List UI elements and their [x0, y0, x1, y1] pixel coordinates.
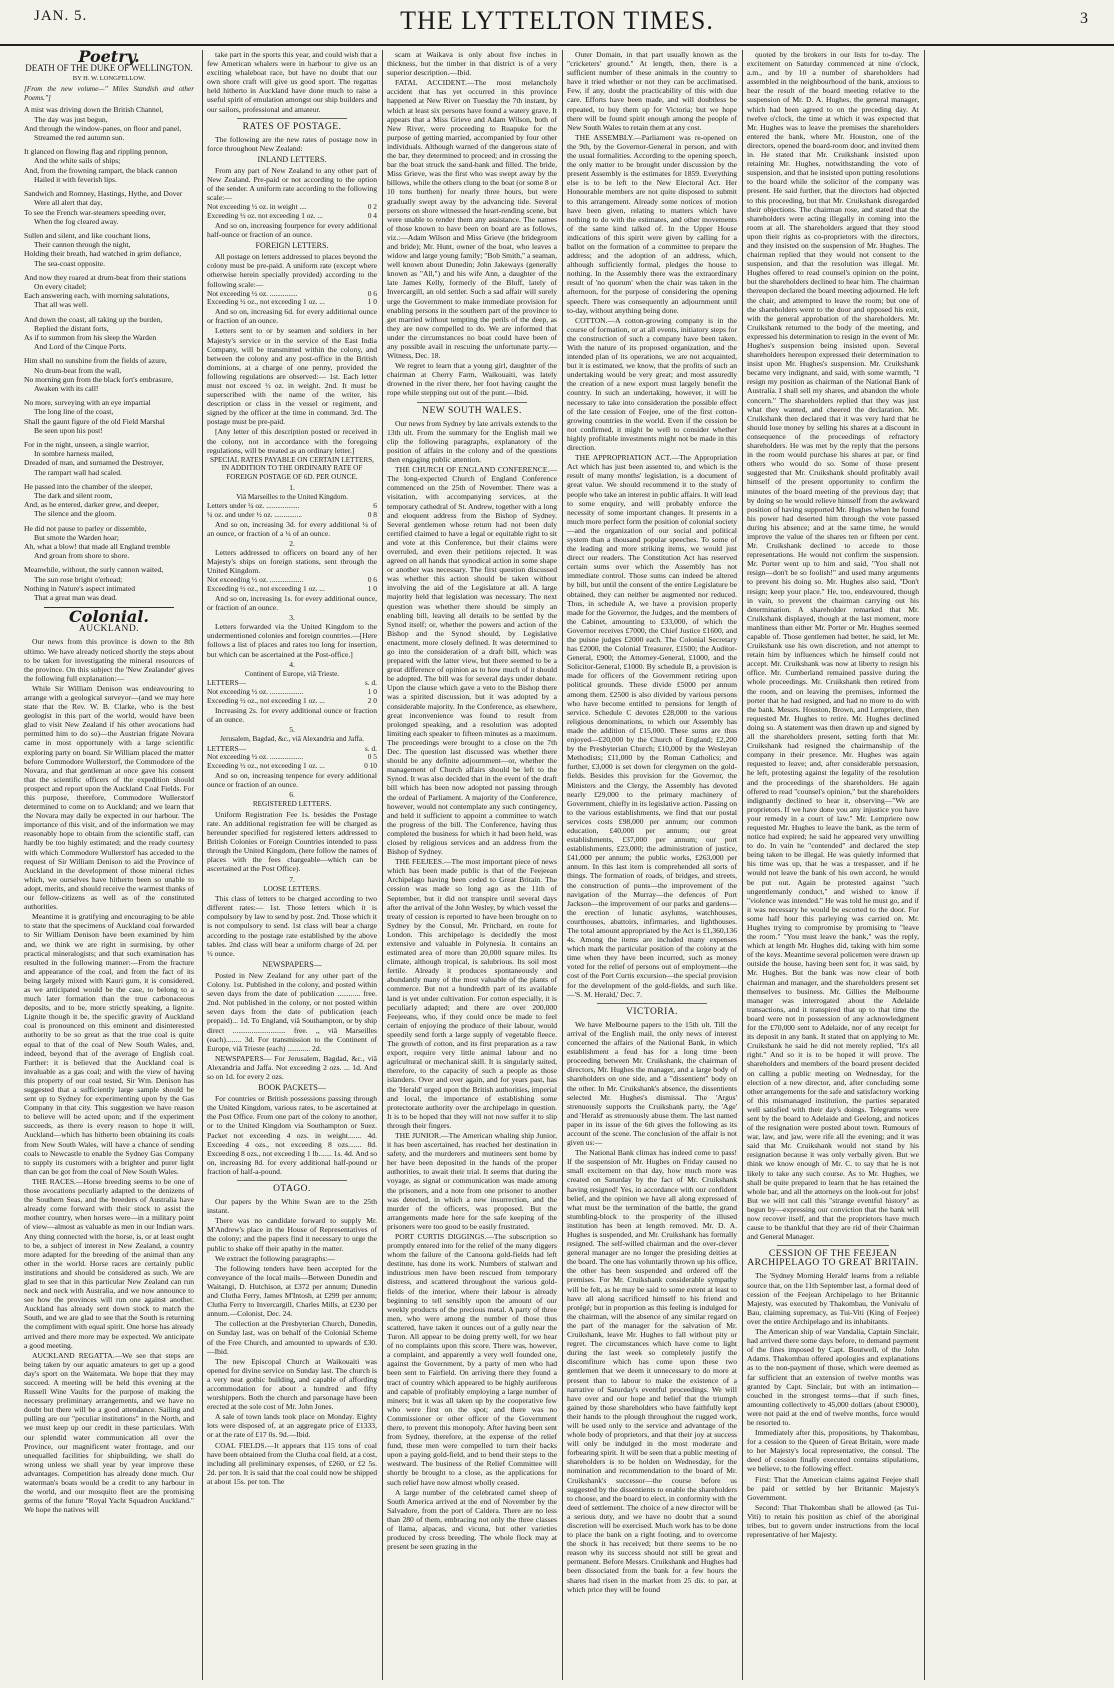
divider — [237, 1180, 347, 1181]
rate-label: LETTERS— — [207, 678, 247, 688]
poem-line: In sombre harness mailed, — [34, 449, 114, 459]
divider — [777, 1245, 889, 1246]
article-paragraph: First: That the American claims against Feejee shall be paid or settled by her Britannic Majesty's Government. — [747, 1474, 919, 1502]
rate-value: 1 0 — [367, 297, 377, 307]
poem-line: Sandwich and Romney, Hastings, Hythe, and Dover — [24, 189, 183, 199]
article-paragraph: There was no candidate forward to supply Mr. M'Andrew's place in the House of Representatives of the colony; and the papers find it necessary to urge the public to shake off their apathy in the matter. — [207, 1216, 377, 1253]
divider — [237, 118, 347, 119]
marseilles-rates — [207, 502, 377, 520]
marseilles-heading: Viâ Marseilles to the United Kingdom. — [236, 492, 348, 501]
article-paragraph: Second: That Thakombau shall be allowed (as Tui-Viti) to retain his position as chief of the aboriginal tribes, but to govern under instructions from the local representative of her Majesty. — [747, 1502, 919, 1540]
article-paragraph: While Sir William Denison was endeavouring to arrange with a geological surveyor—(and we may here state that the Rev. W. B. Clarke, who is the best geologist in this part of the world, would have been glad to visit New Zealand if his other avocations had permitted him to do so)—the Austrian frigate Novara came in most opportunely with a large scientific exploring party on board. Sir William placed the matter before Commodore Wullerstorf, the Commodore of the Novara, and that gentleman at once gave his consent that the scientific officers of the expedition should prospect and report upon the Auckland Coal Fields. For this purpose, therefore, Commodore Wullerstorf determined to come on to Auckland; and we learn that the Novara may daily be expected in our harbour. The importance of this visit, and of the information we may reasonably hope to obtain from the scientific staff, can hardly be too highly estimated; and the ready courtesy with which Commodore Wullerstorf has acceded to the request of Sir William Denison to aid the Province of Auckland in the development of those mineral riches which, we ourselves have hitherto been so unable to adopt, merits, and should receive the warmest thanks of our fellow-citizens as well as of the constituted authorities. — [24, 683, 194, 912]
book-packets-heading: BOOK PACKETS— — [258, 1083, 326, 1093]
article-paragraph: A sale of town lands took place on Monday. Eighty lots were disposed of, at an aggregate price of £1333, or at the rate of £17 0s. 9d.—Ibid. — [207, 1412, 377, 1440]
poem-line: He passed into the chamber of the sleeper, — [24, 481, 153, 491]
trieste-heading: Continent of Europe, viâ Trieste. — [244, 669, 340, 678]
rate-value: 0 8 — [367, 510, 377, 520]
article-paragraph: Our news from this province is down to the 8th ultimo. We have already noticed shortly the steps about to be taken for investigating the mineral resources of the province. On this subject the 'New Zealander' gives the following full explanation:— — [24, 637, 194, 683]
poem-line: Were all alert that day, — [34, 198, 103, 208]
article-paragraph: take part in the sports this year, and could wish that a few American whalers were in harbour to give us an exciting whaleboat race, but have no doubt that our own shore craft will give us good sport. The regattas held hitherto in Auckland have done much to raise a useful spirit of emulation amongst our ship builders and our sailors, professional and amateur. — [207, 50, 377, 114]
poem-stanza — [24, 524, 194, 561]
victoria-article — [567, 1020, 737, 1594]
poem-line: The day was just begun, — [34, 114, 108, 124]
article-paragraph: Outer Domain, in that part usually known as the "cricketers' ground." At length, then, there is a sufficient number of these animals in the country to have it tried whether or not they can be acclimatised. Few, if any, doubt the practicability of this with due care. Efforts have been made, and will doubtless be repeated, to buy them up for Victoria; but we hope there will be found spirit enough among the people of New South Wales to retain them at any cost. — [567, 50, 737, 132]
poem-line: And, from the frowning rampart, the black cannon — [24, 165, 178, 175]
poem-line: He did not pause to parley or dissemble, — [24, 523, 147, 533]
article-paragraph: PORT CURTIS DIGGINGS.—The subscription so promptly entered into for the relief of the many diggers whom the failure of the Canoona gold-fields had left destitute, has done its work. Numbers of stalwart and industrious men have been rescued from temporary distress, and scattered throughout the various gold-fields of the interior, where their labour is already beginning to tell sensibly upon the amount of our weekly products of the precious metal. A party of three men, who were among the number of those thus scattered, have taken it ounces out of a gully near the Turon. All appear to be doing pretty well, for we hear of no complaints upon this score. There was, however, a complaint, and apparently a very well founded one, against the Government, by a party of men who had been sent to Fairfield. On arriving there they found a tract of country which appeared to be highly auriferous and capable of profitably employing a large number of miners; but it was all taken up by the cooperative few who were first on the spot; and there was no Commissioner or other officer of the Government there, to prevent this monopoly. After having been sent from Sydney, therefore, at the expense of the relief fund, these men were compelled to turn their backs upon a paying gold-field, and to bend their steps to the westward. The business of the Relief Committee will shortly be brought to a close, as the applications for such relief have now almost wholly ceased. — [387, 1232, 557, 1487]
poem-stanza — [24, 565, 194, 602]
column-3 — [382, 50, 561, 1680]
column-1 — [24, 50, 198, 1680]
foreign-letters-heading: FOREIGN LETTERS. — [255, 241, 329, 251]
poem-line: Shall the gaunt figure of the old Field Marshal — [24, 416, 165, 426]
inland-rates-table — [207, 203, 377, 221]
rate-label: Not exceeding ½ oz. .................. — [207, 752, 304, 762]
otago-continued — [387, 50, 557, 398]
column-2 — [202, 50, 381, 1680]
poem-line: Ah, what a blow! that made all England tremble — [24, 542, 171, 551]
rate-number-7: 7. — [289, 874, 295, 884]
registered-heading: REGISTERED LETTERS. — [252, 800, 332, 809]
poem-stanza — [24, 315, 194, 352]
rate-label: Exceeding ½ oz., not exceeding 1 oz. ... — [207, 761, 325, 771]
rate-label: Exceeding ½ oz., not exceeding 1 oz. ... — [207, 695, 325, 705]
column-4 — [562, 50, 741, 1680]
article-paragraph: We have Melbourne papers to the 15th ult. Till the arrival of the English mail, the only news of interest concerned the affairs of the National Bank, in which establishment a feud has for a long time been proceeding between Mr. Cruikshank, the chairman of directors, Mr. Hughes the manager, and a large body of shareholders on one side, and a "dissentient" body on the other. In Mr. Cruikshank's absence, the dissentients selected Mr. Hughes's dismissal. The 'Argus' strenuously supports the Cruikshank party, the 'Age' and 'Herald' as strenuously abuse them. The last named paper in its issue of the 6th gives the following as its account of the scene. The conclusion of the affair is not given us:— — [567, 1019, 737, 1148]
rate-number-5: 5. — [289, 724, 295, 734]
officers-rates — [207, 576, 377, 594]
poem-line: But smote the Warden hoar; — [34, 532, 119, 542]
book-packets-text: For countries or British possessions passing through the United Kingdom, various rates, to be ascertained at the Post Office. From one part of the colony to another, or to the United Kingdom via Southampton or Suez. Packet not exceeding 4 ozs. in weight....... 4d. Exceeding 4 ozs., not exceeding 8 ozs....... 8d. Exceeding 8 ozs., not exceeding 1 lb....... 1s. 4d. And so on, increasing 8d. for every additional half-pound or fraction of half-a-pound. — [207, 1094, 377, 1176]
rate-value: 0 10 — [364, 761, 377, 771]
poem-body — [24, 105, 194, 602]
rate-label: ¼ oz. and under ½ oz. ............... — [207, 510, 303, 520]
rate-number-3: 3. — [289, 613, 295, 623]
poem-byline: BY H. W. LONGFELLOW. — [72, 75, 146, 83]
rate-label: Letters under ¼ oz. .................. — [207, 501, 300, 511]
poem-line: The silence and the gloom. — [34, 509, 117, 519]
special-rates-heading: SPECIAL RATES PAYABLE ON CERTAIN LETTERS, IN ADDITION TO THE ORDINARY RATE OF FOREIGN POSTAGE OF 6D. PER OUNCE. — [210, 455, 374, 481]
trieste-after: Increasing 2s. for every additional ounce or fraction of an ounce. — [207, 705, 377, 724]
rate-value: 1 0 — [367, 584, 377, 594]
rate-number-6: 6. — [289, 790, 295, 800]
poem-line: A mist was driving down the British Channel, — [24, 105, 164, 115]
newspapers-text: Posted in New Zealand for any other part of the Colony. 1st. Published in the colony, and posted within seven days from the date of publication ............ free. 2nd. Not published in the colony, or not posted within seven days from the date of publication (each prepaid)... 1d. To England, viâ Southampton, or by ship direct ............................ free. ,, viâ Marseilles (each)........ 3d. For transmission to the Continent of Europe, viâ Trieste (each) ............ 2d. — [207, 970, 377, 1053]
rate-label: Exceeding ½ oz., not exceeding 1 oz. ... — [207, 297, 325, 307]
article-paragraph: Immediately after this, propositions, by Thakombau, for a cession to the Queen of Great Britain, were made to her Majesty's local representative, the consul. The deed of cession finally executed contains stipulations, we believe, to the following effect. — [747, 1428, 919, 1474]
poem-line: Meanwhile, without, the surly cannon waited, — [24, 565, 164, 575]
poem-line: The rampart wall had scaled. — [34, 467, 122, 477]
article-paragraph: THE FEEJEES.—The most important piece of news which has been made public is that of the Feejeean Archipelago having been ceded to Great Britain. The cession was made so long ago as the 11th of September, but it did not transpire until several days after the arrival of the John Wesley, by which vessel the treaty of cession is reported to have been brought on to Sydney by the Consul, Mr. Pritchard, en route for London. This archipelago is decidedly the most extensive and valuable in Polynesia. It contains an estimated area of more than 20,000 square miles. Its climate, although tropical, is salubrious. Its soil most fertile. Already it produces spontaneously and abundantly many of the most valuable of the plants of commerce. But not a hundredth part of its available land is yet under cultivation. For cotton especially, it is peculiarly adapted; and there are over 200,000 Feejeeans, who, if they could once be made to feel certain of enjoying the produce of their labour, would speedily send forth a large supply of vegetable fleece. The growth of cotton, and its first preparation as a raw export, require very little animal labour and no agricultural or mechanical skill. It is singularly suited, therefore, to the capacity of such a people as those islanders. Over and over again, and for years past, has the 'Herald' urged upon the British authorities, imperial and local, the importance of establishing some protectorate authority over the archipelago in question. It is to be hoped that they will not now suffer it to slip through their fingers. — [387, 857, 557, 1130]
column-5 — [742, 50, 923, 1680]
rate-number-2: 2. — [289, 539, 295, 548]
jerusalem-rates — [207, 745, 377, 771]
poem-stanza — [24, 147, 194, 184]
poem-line: And now they roared at drum-beat from their stations — [24, 272, 187, 282]
rate-label: LETTERS— — [207, 743, 247, 753]
rate-row — [207, 585, 377, 594]
victoria-continued — [747, 50, 919, 1241]
loose-letters-heading: LOOSE LETTERS. — [263, 884, 321, 893]
poem-line: And groan from shore to shore. — [34, 551, 130, 561]
jerusalem-after: And so on, increasing tenpence for every additional ounce or fraction of an ounce. — [207, 770, 377, 790]
divider — [597, 1003, 707, 1004]
poem-stanza — [24, 189, 194, 226]
article-paragraph: THE CHURCH OF ENGLAND CONFERENCE.—The long-expected Church of England Conference commenced on the 25th of November. There was a visitation, with accompanying services, at the temporary cathedral of St. Andrew, together with a long and eloquent address from the Bishop of Sydney. Several gentlemen whose return had not been duly certified claimed to have a legal or equitable right to sit and vote at this Conference, but their claims were overruled, and even their petitions rejected. It was agreed on all hands that synodical action in some shape or another was necessary. The first question discussed was whether this action should be taken without involving the aid of the Legislature at all. A large majority held that legislation was necessary. The next question was whether there should be simply an enabling bill, leaving all details to be settled by the Synod itself; or, whether the powers and action of the Bishop and the Synod should, by Legislative enactment, more closely defined. It was determined to go into the consideration of a draft bill, which was prepared with the latter view, but there seemed to be a great difference of opinion as to how much of it should be adopted. The bill was for several days under debate. Upon the clause which gave a veto to the Bishop there was a spirited discussion, but it was adopted by a considerable majority. In the Conference, as elsewhere, great inconvenience was found to result from prolonged speaking, and a resolution was adopted limiting each speaker to fifteen minutes as a maximum. The proceedings were brought to a close on the 7th Dec. The question last discussed was whether there should be any definite adjournment—or, whether the management of Church affairs should be left to the Synod. It was also decided that in the event of the draft bill which has been now adopted not passing through the ordeal of Parliament. A majority of the Conference, however, would not contemplate any such contingency, and held it sufficient to appoint a committee to watch the progress of the bill. The Conference, having thus completed the business for which it had been held, was closed by religious services and an address from the Bishop of Sydney. — [387, 465, 557, 857]
inland-letters-heading: INLAND LETTERS. — [257, 154, 327, 164]
rate-value: 6 — [373, 501, 377, 511]
poem-line: And Lord of the Cinque Ports. — [34, 342, 127, 352]
article-paragraph: The collection at the Presbyterian Church, Dunedin, on Sunday last, was on behalf of the Colonial Scheme of the Free Church, and amounted to upwards of £30.—Ibid. — [207, 1319, 377, 1356]
poem-line: Their cannon through the night, — [34, 240, 131, 250]
auckland-heading: AUCKLAND. — [78, 624, 140, 635]
newspapers-after: NEWSPAPERS— For Jerusalem, Bagdad, &c., viâ Alexandria and Jaffa. Not exceeding 2 ozs. ... 1d. And so on 1d. for every 2 ozs. — [207, 1053, 377, 1081]
article-paragraph: THE APPROPRIATION ACT.—The Appropriation Act which has just been assented to, and which is the result of many months' legislation, is a document of great value. We should recommend it to the study of people who take an interest in public affairs. It will lead to some enquiry, and will probably enforce the necessity of some important changes. It presents in a much more perfect form the position of colonial society—and the organization of our social and political system than a thousand popular speeches. To some of the leading and more striking items, we would just direct our readers. The Constitution Act has reserved certain sums over which the Assembly has not immediate control. Those sums can indeed be altered by bill, but until the consent of the entire Legislature be obtained, they can neither be augmented nor reduced. Thus, in schedule A, we have a provision properly made for the Governor, the Judges, and the members of the Cabinet, amounting to £33,000, of which the Governor receives £7000, the Chief Justice £1600, and the puisne judges £2000 each. The Colonial Secretary has £2000, the Colonial Treasurer, £1500; the Auditor-General, £900; the Attorney-General, £1000, and the Solicitor-General, £1000. By schedule B, a provision is made for officers of the Government retiring upon political grounds. These divide £5000 per annum among them. £2500 is also divided by various persons who have become entitled to pensions for length of service. Schedule C devotes £28,000 to the various religious denominations, to which our Assembly has made the addition of £15,000. These sums are thus enjoyed—£20,000 by the Church of England; £2,200 by the Presbyterian Church; £10,000 by the Wesleyan Methodists; £11,000 by the Roman Catholics; and further, £3,000 is set down for clergymen on the gold-fields. Besides this provision for the Governor, the Ministers and the Clergy, the Assembly has devoted nearly £29,000 to the primary machinery of Government, chiefly in its legislative action. Passing on to the various establishments, we find that our postal services costs £98,000 per annum; our common education, £40,000 per annum; our great establishments, £37,000 per annum; our port establishments, £23,000; the administration of justice, £41,000 per annum; the public works, £263,000 per annum. In this last item is comprehended all sorts of things. The formation of roads, of bridges, and streets, the construction of punts—the improvement of the navigation of the Murray—the defences of Port Jackson—the improvement of our parks and gardens—the erection of lunatic asylums, watchhouses, courthouses, abattoirs, infirmaries, and lighthouses. The total amount appropriated by the Act is £1,360,136 4s. Among the items are included many expenses which mark the particular position of the colony at the time when they have been incurred, such as money voted for the relief of persons out of employment—the cost of the Port Curtis excursion—the special provision for the development of the gold-fields, and such like.—'S. M. Herald,' Dec. 7. — [567, 453, 737, 999]
article-paragraph: The following tenders have been accepted for the conveyance of the local mails—Between Dunedin and Waitangi, D. Hutchison, at £372 per annum; Dunedin and Clutha Ferry, James M'Intosh, at £299 per annum; Clutha Ferry to Invercargill, Charles Mills, at £230 per annum.—Colonist, Dec. 24. — [207, 1263, 377, 1319]
regatta-continued — [207, 50, 377, 114]
rate-label: Not exceeding ½ oz. .................. — [207, 575, 304, 585]
article-paragraph: The new Episcopal Church at Waikouaiti was opened for divine service on Sunday last. The church is a very neat gothic building, and capable of affording accommodation for about a hundred and fifty worshippers. Both the church and parsonage have been erected at the sole cost of Mr. John Jones. — [207, 1356, 377, 1412]
poem-line: That all was well. — [34, 300, 88, 310]
poem-stanza — [24, 273, 194, 310]
article-paragraph: THE RACES.—Horse breeding seems to be one of those avocations peculiarly adapted to the denizens of the Southern Seas, and the breeders of Australia have already come forward with their stock to assist the mother country, when horses were—in a military point of view—almost as valuable as men in our Indian wars. Any thing connected with the horse, is, or at least ought to be, a subject of interest in New Zealand, a country more adapted for the breeding of the animal than any other in the world. Horse races are certainly public institutions and should be considered as such. We are glad to see that in this particular New Zealand can run neck and neck with Australia, and we now announce to see how the provinces will run one against another. Auckland has already sent down stock to match the South, and we are glad to see that the South is returning the compliment with equal spirit. One horse has already arrived and there more may be expected. We anticipate a good meeting. — [24, 1176, 194, 1350]
rate-row — [207, 212, 377, 221]
article-paragraph: The American ship of war Vandalia, Captain Sinclair, had arrived there some days before, to demand payment of the fines imposed by Capt. Boutwell, of the John Adams. Thakombau offered apologies and explanations as to the non-payment of those, which were deemed as far sufficient that an extension of twelve months was granted by Capt. Sinclair, but with an intimation—couched in the strongest terms—that if such fines, amounting collectively to 45,000 dollars (about £9000), were not paid at the end of twelve months, force would be resorted to. — [747, 1327, 919, 1427]
rate-number-1: 1. — [289, 482, 295, 492]
column-6 — [924, 50, 1097, 1680]
article-paragraph: FATAL ACCIDENT.—The most melancholy accident that has yet occurred in this province happened at New River on Tuesday the 7th instant, by which at least six persons have found a watery grave. It appears that a Miss Grieve and Adam Wilson, both of New River, were proceeding to Ruapuke for the purpose of getting married, accompanied by four other individuals. Although warned of the dangerous state of the bar, they determined to proceed; and in crossing the bar the boat struck the sand-bank and filled. The bride, Miss Grieve, was the first who was swept away by the billows, while the others clung to the boat (or some 8 or 10 tons burthen) for nearly three hours, but were gradually swept away by the advancing tide. Several persons on shore witnessed the heart-rending scene, but were unable to render them any assistance. The names of those known to have been on board are as follows, viz.:—Adam Wilson and Miss Grieve (the bridegroom and bride); Mr. Hunt, owner of the boat, who leaves a widow and large young family; "Bob Smith," a seaman, well known about Dunedin; John Jakeways (generally known as "All,") and his wife Ann, a daughter of the late James Kelly, formerly of the Bluff, lately of Invercargill, an old settler. Such a sad affair will surely urge the Government to make immediate provision for enabling persons in the southern part of the province to get married without tempting the perils of the deep, as they are now compelled to do. We are informed that under the circumstances no boat could have been of any possible avail in rescuing the unfortunate party.—Witness, Dec. 18. — [387, 78, 557, 361]
postage-heading: RATES OF POSTAGE. — [242, 121, 342, 132]
rate-label: Not exceeding ½ oz. .................. — [207, 687, 304, 697]
poem-line: That a great man was dead. — [34, 593, 118, 603]
poem-line: Each answering each, with morning salutations, — [24, 291, 170, 301]
poem-line: The long line of the coast, — [34, 407, 114, 417]
rate-value: 2 0 — [367, 695, 377, 705]
otago-heading: OTAGO. — [273, 1184, 311, 1194]
colonial-section-title: Colonial. — [69, 607, 149, 627]
poem-line: Holding their breath, had watched in grim defiance, — [24, 249, 182, 259]
poem-line: And the white sails of ships; — [34, 156, 121, 166]
nsw-article — [387, 419, 557, 1552]
poem-line: No drum-beat from the wall, — [34, 365, 122, 375]
article-paragraph: Our papers by the White Swan are to the 25th instant. — [207, 1197, 377, 1216]
article-paragraph: The 'Sydney Morning Herald' learns from a reliable source that, on the 11th September last, a formal deed of cession of the Feejean Archipelago to her Britannic Majesty, was executed by Thakombau, the Vunivalu of Bau, claiming supremacy, as Tui-Viti (King of Feejee) over the entire Archipelago and its inhabitants. — [747, 1271, 919, 1326]
poem-line: And, as he entered, darker grew, and deeper, — [24, 500, 159, 510]
poem-line: For in the night, unseen, a single warrior, — [24, 439, 149, 449]
newspaper-title: THE LYTTELTON TIMES. — [400, 6, 714, 35]
loose-letters-text: This class of letters to be charged according to two different rates:— 1st. Those letters which it is compulsory by law to send by post. 2nd. Those which it is not compulsory to send. 1st class will bear a charge according to the postage rate established by the above tables. 2nd class will bear a uniform charge of 2d. per ½ ounce. — [207, 894, 377, 958]
poem-line: Him shall no sunshine from the fields of azure, — [24, 356, 167, 366]
rate-row — [207, 697, 377, 706]
rate-row — [207, 511, 377, 520]
article-paragraph: THE JUNIOR.—The American whaling ship Junior, it has been ascertained, has reached her destination in safety, and the murderers and mutineers sent home by her have been deposited in the hands of the proper authorities, to await their trial. It seems that during the voyage, as signal or communication was made among the prisoners, and a note from one prisoner to another was detected, in which a new insurrection, and the murder of the officers, was proposed. But the arrangements made here for the safe keeping of the prisoners were too good to be easily frustrated. — [387, 1130, 557, 1231]
poem-line: Streamed the red autumn sun. — [34, 133, 125, 143]
rate-label: Exceeding ½ oz. not exceeding 1 oz. ... — [207, 211, 323, 221]
poem-line: When the fog cleared away. — [34, 216, 119, 226]
poem-line: And down the coast, all taking up the burden, — [24, 314, 163, 324]
article-paragraph: We regret to learn that a young girl, daughter of the chairman at Cherry Farm, Waikouaiti, was lately drowned in the river there, her foot having caught the rope while stepping out out of the punt.—Ibid. — [387, 361, 557, 398]
inland-letters-text: From any part of New Zealand to any other part of New Zealand. Pre-paid or not according to the option of the sender. A uniform rate according to the following scale:— — [207, 166, 377, 203]
poem-line: It glanced on flowing flag and rippling pennon, — [24, 147, 168, 157]
fiji-article — [747, 1271, 919, 1539]
poem-line: The sea-coast opposite. — [34, 258, 106, 268]
rate-label: Not exceeding ½ oz. in weight .... — [207, 202, 307, 212]
poem-stanza — [24, 356, 194, 393]
marseilles-after: And so on, increasing 3d. for every additional ¼ of an ounce, or fraction of a ¼ of an ounce. — [207, 519, 377, 538]
poem-line: On every citadel; — [34, 281, 87, 291]
columns — [24, 50, 1096, 1682]
divider — [417, 402, 527, 403]
poem-line: Awaken with its call! — [34, 383, 99, 393]
newspapers-heading: NEWSPAPERS— — [262, 959, 322, 969]
poem-line: Hailed it with feverish lips. — [34, 174, 117, 184]
rate-value: 0 4 — [367, 211, 377, 221]
registered-text: Uniform Registration Fee 1s. besides the Postage rate. An additional registration fee will be charged as hereunder specified for registered letters addressed to British Colonies or Foreign Countries intended to pass through the United Kingdom, (here follow the names of places with the fees chargeable—which can be ascertained at the Post Office). — [207, 809, 377, 874]
poem-stanza — [24, 482, 194, 519]
rate-value: 1 0 — [367, 687, 377, 697]
article-paragraph: The National Bank climax has indeed come to pass! If the suspension of Mr. Hughes on Friday caused no small excitement on that day, how much more was created on Saturday by the fact of Mr. Cruikshank having resigned! Yes, in accordance with our confident belief, and the opinion we have all along expressed of what must be the termination of the battle, the grand stumbling-block to the prosperity of the illused institution has been at length removed. Mr. D. A. Hughes is suspended, and Mr. Cruikshank has formally resigned. The self-willed chairman and the over-clever general manager are no longer the presiding deities at the board. The one has voluntarily thrown up his office, the other has been suspended and ordered off the premises. For Mr. Cruikshank considerable sympathy will be felt, as he may be said to some extent at least to have all along sacrificed himself to his friend and protégé; but in proportion as this feeling is indulged for the chairman, will the absence of any similar regard on the part of the manager for the salvation of Mr. Cruikshank, leave Mr. Hughes to fall without pity or regret. The circumstances which have come to light during the last week so completely justify the discomfiture which has come upon these two gentlemen that we deem it unnecessary to do more at present than to labour to make the existence of a narrative of Saturday's eventful proceedings. We will have over and our hope and belief that the triumph gained by those shareholders who have faithfully kept their hands to the plough throughout the rugged work, will be used only to the service and advantage of the whole body of proprietors, and that their joy at success will only be indulged in the most moderate and forbearing spirit. It will be seen that a public meeting of shareholders is to be holden on Wednesday, for the nomination and recommendation to the board of Mr. Cruikshank's successor—the course before us suggested by the dissentients to enable the shareholders to choose, and the board to elect, in conformity with the deed of settlement. The choice of a new director will be a serious duty, and we have no doubt that a sound discretion will be exercised. Much work has to be done to place the bank on a right footing, and to overcome the shock it has received; but there seems to be no reason why its success should not still be great and permanent. Before Messrs. Cruikshank and Hughes had been dissociated from the bank for a few hours the shares had risen in the market from 25 dis. to par, at which price they will be found — [567, 1148, 737, 1594]
poem-line: Nothing in Nature's aspect intimated — [24, 583, 136, 593]
poem-line: No more, surveying with an eye impartial — [24, 398, 151, 408]
poem-line: Sullen and silent, and like couchant lions, — [24, 230, 151, 240]
article-paragraph: scam at Waikava is only about five inches in thickness, but the timber in that district is of a very superior description.—Ibid. — [387, 50, 557, 78]
poem-line: No morning gun from the black fort's embrasure, — [24, 374, 173, 384]
article-paragraph: We extract the following paragraphs:— — [215, 1253, 336, 1263]
fiji-heading: CESSION OF THE FEEJEAN ARCHIPELAGO TO GREAT BRITAIN. — [747, 1249, 919, 1269]
postage-intro: The following are the new rates of postage now in force throughout New Zealand: — [207, 134, 377, 153]
poem-line: The dark and silent room, — [34, 490, 113, 500]
trieste-rates — [207, 679, 377, 705]
article-paragraph: Our news from Sydney by late arrivals extends to the 13th ult. From the summary for the English mail we clip the following paragraphs, explanatory of the position of affairs in the colony and of the questions then engaging public attention. — [387, 418, 557, 465]
seamen-note: [Any letter of this description posted or received in the colony, not in accordance with the foregoing regulations, will be treated as an ordinary letter.] — [207, 427, 377, 455]
poem-source-note: [From the new volume—" Miles Standish and other Poems."] — [24, 85, 194, 103]
poetry-section-title: Poetry. — [78, 50, 140, 66]
inland-after: And so on, increasing fourpence for every additional half-ounce or fraction of an ounce. — [207, 221, 377, 240]
poem-line: To see the French war-steamers speeding over, — [24, 207, 166, 217]
rate-value: s. d. — [364, 743, 377, 753]
otago-article — [207, 1197, 377, 1486]
article-paragraph: quoted by the brokers in our lists for to-day. The excitement on Saturday commenced at nine o'clock, a.m., and by 10 a number of shareholders had assembled in the neighbourhood of the bank, anxious to hear the result of the board meeting relative to the suspension of Mr. D. A. Hughes, the general manager, which had been agreed to on the preceding day. At twelve o'clock, the time at which it was expected that Mr. Hughes was to leave the premises the shareholders entered the bank, where Mr. Houston, one of the directors, opened the board-room door, and invited them in. He stated that Mr. Cruikshank insisted upon retaining Mr. Hughes, notwithstanding the vote of suspension, and that he insisted upon putting resolutions to the board while the solicitor of the company was present. He said further, that the directors had objected to this proceeding, but that Mr. Cruikshank disregarded their objections. The chairman rose, and stated that the shareholders were acting illegally in coming into the room at all. The shareholders argued that they stood upon their rights as co-proprietors with the directors, and they insisted on the suspension of Mr. Hughes. The chairman replied that they would not consent to the suspension, and that the resolution was illegal. Mr. Hughes offered to read counsel's opinion on the point, but the shareholders declined to hear him. The chairman thereupon declared the board meeting adjourned. He left the chair, and attempted to leave the room; but one of the shareholders went to the door and opposed his exit, with the general approbation of the shareholders. Mr. Cruikshank returned to the body of the meeting, and expressed his determination to resign in the event of Mr. Hughes's suspension being insisted upon. Several shareholders hereupon expressed their determination to insist upon Mr. Hughes's suspension. Mr. Cruikshank became very indignant, and said, with some warmth, "I resign my position as chairman of the National Bank of Australia. I shall sell my shares, and abandon the whole concern." The shareholders replied that they was just what they wanted, and cheered the declaration. Mr. Cruikshank then declared that it was very hard that he should lose money by selling his shares at a discount in consequence of the proceedings of refractory shareholders. He was met by the reply that the persons in the room would purchase his shares at par, or find others who would do so. Some of those present suggested that Mr. Cruikshank should profitably avail himself of the present opportunity to confirm the minutes of the board meeting of the previous day; that by doing so he would relieve himself from the awkward position of having supported Mr. Hughes when he found his power had deserted him through the vote passed during his absence; and at the same time, he would improve the value of the shares ten or fifteen per cent. Mr. Cruikshank declined to accede to those representations. He would not confirm the suspension. Mr. Porter went up to him and said, "You shall not resign—don't be so foolish!" and used many arguments to prevent his doing so. Mr. Hughes also said, "Don't resign; keep your place." He, too, endeavoured, though in vain, to prevent the chairman carrying out his determination. A shareholder remarked that Mr. Cruikshank displayed, though at the last moment, more manliness than either Mr. Porter or Mr. Hughes seemed capable of. Those gentlemen had better, he said, let Mr. Cruikshank use his own discretion, and not attempt to retain him by influences which he himself could not accept. Mr. Cruikshank was now at liberty to resign his office. Mr. Cumberland remained passive during the whole proceedings. Mr. Cruikshank then retired from the room, and on leaving the premises, informed the porter that he had resigned, and had no more to do with the bank. Messrs. Houston, Brown, and Lempriere, then requested Mr. Hughes to retire. Mr. Hughes declined doing so. A statement was then drawn up and signed by all the shareholders present, setting forth that Mr. Cruikshank had resigned the chairmanship of the company in their presence. Mr. Hughes was again requested to leave; and, after considerable persuasion, he left, protesting against the legality of the resolution and the proceedings of the shareholders. He again offered to read "counsel's opinion," but the shareholders indignantly declined to hear it, observing—"We are proprietors. If we have done you any injustice you have your remedy in a court of law." Mr. Lempriere now requested Mr. Hughes to leave the bank, as the term of notice had expired; he said he appeared very unwilling to do. In vain he "contended" and declared the step being taken to be illegal. He was quietly informed that his time was up, that he was a trespasser, and if he would not leave the bank of his own accord, he would be put out. Again he protested against "such ungentlemanly conduct," and wished to know if "violence was intended." He was told he must go, and if it was necessary he would be escorted to the door. For some half hour this parleying was carried on. Mr. Hughes trying to compromise by promising to "leave the room." "You must leave the bank," was the reply, which at length Mr. Hughes did, taking with him some of the keys. Meantime several policemen were drawn up outside the house, having been sent for, it was said, by Mr. Hughes. But the bank was now clear of both chairman and manager, and the shareholders present set themselves to business. Mr. Gillies the Melbourne manager was interrogated about the Adelaide transactions, and it transpired that up to that time the board were not in possession of any acknowledgment for the £70,000 sent to Adelaide, nor of any receipt for its deposit in any bank. It stated that on applying to Mr. Cruikshank he said he did not merely replied, "It's all right." And so it is to be hoped it will prove. The shareholders and members of the board present decided on calling a public meeting on Wednesday, for the election of a new director, and, after concluding some other arrangements for the safe and satisfactory working of this mismanaged institution, the parties separated well satisfied with their day's doings. Telegrams were sent by the board to Adelaide and Geelong, and notices of the resignation were posted about town. Rumours of war, law, and jaw, were rife all the evening; and it was said that Mr. Cruikshank would not stand by his resignation because it was only verbally given. But we think we know enough of Mr. C. to say that he is not likely to take any such course. As to Mr. Hughes, we shall be quite prepared to learn that he has retained the whole bar, and all the attorneys on the look-out for jobs! But we will not call this "strange eventful history" as begun by—expressing our conviction that the bank will now recover itself, and that the proprietors have much cause to be thankful that they are rid of their Chairman and General Manager. — [747, 50, 919, 1242]
rate-value: 0 6 — [367, 575, 377, 585]
rate-label: Not exceeding ½ oz. ............... — [207, 288, 298, 298]
rate-value: s. d. — [364, 678, 377, 688]
issue-date: JAN. 5. — [34, 8, 88, 24]
poem-stanza — [24, 105, 194, 142]
foreign-rates-table — [207, 290, 377, 308]
poem-line: Dreaded of man, and surnamed the Destroyer, — [24, 458, 164, 468]
poem-title: DEATH OF THE DUKE OF WELLINGTON. — [25, 63, 193, 74]
poem-stanza — [24, 440, 194, 477]
officers-after: And so on, increasing 1s. for every additional ounce, or fraction of an ounce. — [207, 593, 377, 613]
article-paragraph: COTTON.—A cotton-growing company is in the course of formation, or at all events, initiatory steps for the construction of such a company have been taken. With the nature of its proposed organization, and the intended plan of its operations, we are not acquainted, but it is estimated, we know, that the profits of such an undertaking would be very great; and most assuredly the creation of a new export must largely benefit the country. In such an undertaking, however, it will be necessary to take into consideration the possible effect of the late cession of Feejee, one of the first cotton-growing countries in the world. Even if the cession be not confirmed, it might be well to consider whether highly profitable investments might not be made in this direction. — [567, 315, 737, 453]
page-number: 3 — [1080, 10, 1088, 27]
poem-line: Be seen upon his post! — [34, 425, 103, 435]
poem-line: The sun rose bright o'erhead; — [34, 574, 123, 584]
rate-row — [207, 762, 377, 771]
poem-stanza — [24, 231, 194, 268]
victoria-heading: VICTORIA. — [625, 1006, 679, 1017]
article-paragraph: AUCKLAND REGATTA.—We see that steps are being taken by our aquatic amateurs to get up a good day's sport on the Waitemata. We hope that they may succeed. A meeting will be held this evening at the Russell Wine Vaults for the purpose of making the necessary preliminary arrangements, and we have no doubt but there will be a good attendance. Sailing and pulling are our "peculiar institutions" in the North, and we must keep up our credit in these particulars. With our splendid water communication all over the Province, our magnificent water frontage, and our unequalled facilities for shipbuilding, we shall do wrong unless we shall year by year improve these advantages. Competition has already done much. Our waterman's boats would be a credit to any harbour in the world, and our mosquito fleet are the promising germs of the future "Royal Yacht Squadron Auckland." We hope the natives will — [24, 1350, 194, 1515]
foreign-after: And so on, increasing 6d. for every additional ounce or fraction of an ounce. — [207, 307, 377, 326]
via-uk-text: Letters forwarded via the United Kingdom to the undermentioned colonies and foreign countries.—[Here follows a list of places and rates too long for insertion, but which can be ascertained at the Post-office.] — [207, 622, 377, 659]
nsw-heading: NEW SOUTH WALES. — [422, 405, 522, 416]
poem-line: As if to summon from his sleep the Warden — [24, 332, 157, 342]
jerusalem-heading: Jerusalem, Bagdad, &c., viâ Alexandria and Jaffa. — [220, 734, 364, 743]
article-paragraph: COAL FIELDS.—It appears that 115 tons of coal have been obtained from the Clutha coal field, at a cost, including all preliminary expenses, of £260, or £2 5s. 2d. per ton. It is said that the coal could now be shipped at about 15s. per ton. The — [207, 1440, 377, 1486]
rate-number-4: 4. — [289, 659, 295, 669]
rate-value: 0 6 — [367, 288, 377, 298]
article-paragraph: Meantime it is gratifying and encouraging to be able to state that the specimens of Auckland coal forwarded to Sir William Denison have been examined by him and, we think we are right in surmising, by other practical mineralogists; and that such examination has resulted in the following manner:—From the fracture and appearance of the coal, and from the fact of its being largely mixed with Kauri gum, it is considered, as we anticipated would be the case, to belong to a much later formation than the true carbonaceous deposits, and to be, more strictly speaking, a lignite. Lignite though it be, the specific gravity of Auckland coal is pronounced on this eminent and disinterested authority to be so great as that the true coal is quite equal to that of the coal of New South Wales, and, indeed, beyond that of the average of English coal. Further: it is believed that the Auckland coal is invaluable as a gas coal; and with the view of having this property of our coal tested, Sir Wm. Denison has suggested that a sufficiently large sample should be sent up to Sydney for experimenting upon by the Gas Company in that city. This suggestion we have reason to believe will be acted upon; and if the experiment succeeds, as there is every reason to hope it will, Auckland—which has hitherto been obtaining its coals from New South Wales, will have a chance of sending coals to Newcastle to enable the Sydney Gas Company to supply its customers with a brighter and purer light than can be got from the coal of New South Wales. — [24, 912, 194, 1176]
foreign-letters-text: All postage on letters addressed to places beyond the colony must be pre-paid. A uniform rate (except where otherwise herein specially provided) according to the following scale:— — [207, 252, 377, 289]
article-paragraph: A large number of the celebrated camel sheep of South America arrived at the end of November by the Salvadore, from the port of Caldera. There are no less than 280 of them, embracing not only the three classes of llama, alpacas, and vicuna, but other varieties produced by cross breeding. The whole flock may at present be seen grazing in the — [387, 1487, 557, 1552]
poem-line: Replied the distant forts, — [34, 323, 109, 333]
auckland-article — [24, 637, 194, 1514]
rate-row — [207, 298, 377, 307]
masthead — [0, 0, 1114, 46]
rate-value: 0 5 — [367, 752, 377, 762]
seamen-text: Letters sent to or by seamen and soldiers in her Majesty's service or in the service of the East India Company, will be transmitted within the colony, and between the colony and any post-office in the British dominions, at a charge of one penny, provided the following regulations are observed:— 1st. Each letter must not exceed ½ oz. in weight. 2nd. It must be superscribed with the name of the writer, his description or class in the vessel or regiment, and signed by the officer at the time in command. 3rd. The postage must be pre-paid. — [207, 326, 377, 427]
poem-line: And through the window-panes, on floor and panel, — [24, 123, 182, 133]
article-paragraph: THE ASSEMBLY.—Parliament was re-opened on the 9th, by the Governor-General in person, and with the usual formalities. According to the opening speech, the only matter to be brought under discussion by the present Assembly is the estimates for 1859. Everything else is to be left to the New Electoral Act. Her Honourable members are not quite disposed to submit to this arrangement. Already some notices of motion have been given, relating to matters which have nothing to do with the estimates, and other movements of the same kind talked of. In the Upper House indications of this spirit were given by calling for a ballot on the formation of a committee to prepare the address; and the adoption of an address, which, although sufficiently formal, pledges the house to nothing. In the Assembly there was the extraordinary result of 'no quorum' when the chair was taken in the afternoon, for the purpose of considering the opening speech. There was consequently an adjournment until to-day, without anything being done. — [567, 132, 737, 315]
officers-text: Letters addressed to officers on board any of her Majesty's ships on foreign stations, sent through the United Kingdom. — [207, 548, 377, 576]
poem-stanza — [24, 398, 194, 435]
nsw-continued — [567, 50, 737, 999]
rate-label: Exceeding ½ oz., not exceeding 1 oz. ... — [207, 584, 325, 594]
rate-value: 0 2 — [367, 202, 377, 212]
